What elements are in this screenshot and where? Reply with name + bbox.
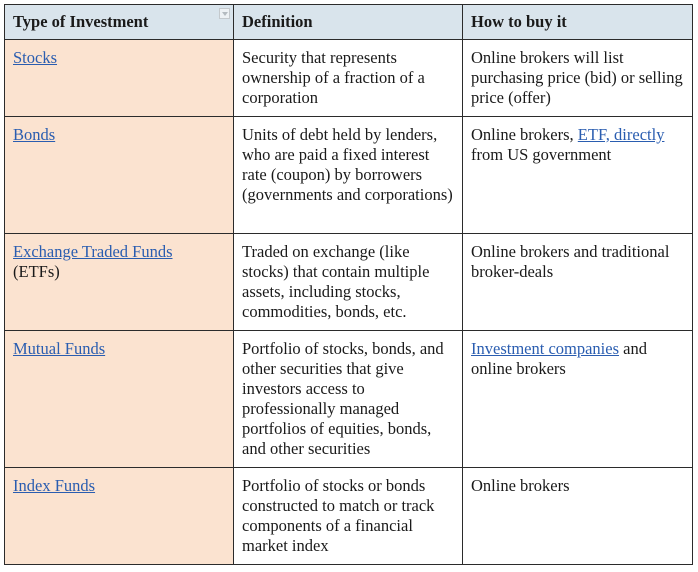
column-header-how-to-buy <box>463 5 693 40</box>
definition-cell <box>234 117 463 234</box>
table-row <box>5 117 693 234</box>
type-cell <box>5 40 234 117</box>
stocks-link[interactable]: Stocks <box>13 48 58 67</box>
table-row <box>5 331 693 468</box>
investment-companies-link[interactable]: Investment companies <box>471 339 620 358</box>
table-header-row <box>5 5 693 40</box>
column-header-type-label: Type of Investment <box>13 12 149 31</box>
how-to-buy-text-before: Online brokers, <box>471 125 578 144</box>
bonds-link[interactable]: Bonds <box>13 125 56 144</box>
how-to-buy-cell <box>463 234 693 331</box>
column-header-type <box>5 5 234 40</box>
how-to-buy-cell <box>463 117 693 234</box>
index-funds-link[interactable]: Index Funds <box>13 476 96 495</box>
definition-text: Security that represents ownership of a fraction of a corporation <box>242 48 425 107</box>
type-suffix: (ETFs) <box>13 262 60 281</box>
column-header-definition <box>234 5 463 40</box>
definition-cell <box>234 331 463 468</box>
column-filter-dropdown-icon[interactable] <box>219 8 230 19</box>
how-to-buy-text-after: and online brokers <box>471 339 647 378</box>
type-cell <box>5 468 234 565</box>
etf-directly-link[interactable]: ETF, directly <box>577 125 665 144</box>
how-to-buy-text-after: from US government <box>471 145 612 164</box>
investment-table-container <box>4 4 693 565</box>
exchange-traded-funds-link[interactable]: Exchange Traded Funds <box>13 242 173 261</box>
definition-text: Portfolio of stocks, bonds, and other securities that give investors access to professionally managed portfolios of equities, bonds, and other securities <box>242 339 444 458</box>
type-cell <box>5 234 234 331</box>
how-to-buy-cell <box>463 40 693 117</box>
column-header-how-to-buy-label: How to buy it <box>471 12 567 31</box>
table-row <box>5 468 693 565</box>
how-to-buy-text: Online brokers and traditional broker-deals <box>471 242 670 281</box>
table-row <box>5 234 693 331</box>
mutual-funds-link[interactable]: Mutual Funds <box>13 339 106 358</box>
table-row <box>5 40 693 117</box>
type-cell <box>5 117 234 234</box>
definition-cell <box>234 468 463 565</box>
how-to-buy-cell <box>463 331 693 468</box>
definition-text: Units of debt held by lenders, who are paid a fixed interest rate (coupon) by borrowers (governments and corporations) <box>242 125 453 204</box>
how-to-buy-text: Online brokers <box>471 476 570 495</box>
definition-cell <box>234 234 463 331</box>
how-to-buy-cell <box>463 468 693 565</box>
type-cell <box>5 331 234 468</box>
how-to-buy-text: Online brokers will list purchasing price (bid) or selling price (offer) <box>471 48 683 107</box>
column-header-definition-label: Definition <box>242 12 313 31</box>
definition-text: Traded on exchange (like stocks) that contain multiple assets, including stocks, commodities, bonds, etc. <box>242 242 430 321</box>
definition-text: Portfolio of stocks or bonds constructed to match or track components of a financial market index <box>242 476 435 555</box>
definition-cell <box>234 40 463 117</box>
investment-table <box>4 4 693 565</box>
